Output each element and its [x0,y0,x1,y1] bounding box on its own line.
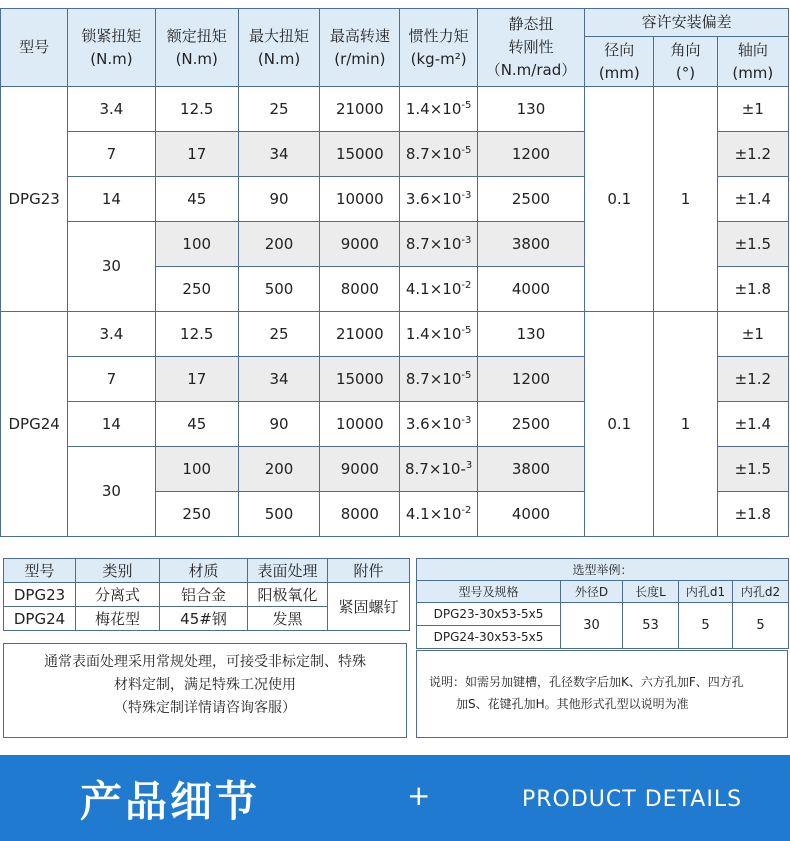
axial-cell: ±1.5 [717,222,788,267]
stiffness-cell: 2500 [477,177,584,222]
mat-accessory: 紧固螺钉 [328,583,410,631]
axial-cell: ±1 [717,87,788,132]
inertia-exponent: -3 [461,234,472,246]
product-details-banner [0,755,790,841]
max-speed-cell: 9000 [320,222,400,267]
stiffness-cell: 4000 [477,267,584,312]
lock-torque-cell: 7 [68,132,155,177]
inertia-exponent: -3 [461,414,472,426]
max-torque-cell: 34 [238,132,319,177]
max-speed-cell: 8000 [320,492,400,537]
stiffness-cell: 2500 [477,402,584,447]
rated-torque-cell: 17 [155,357,238,402]
axial-cell: ±1.5 [717,447,788,492]
mat-cell: 分离式 [76,583,160,607]
lock-torque-cell: 14 [68,402,155,447]
sel-value: 30 [561,603,623,649]
max-torque-cell: 90 [238,177,319,222]
mat-header-accessory: 附件 [328,559,410,583]
inertia-cell [400,222,477,267]
mat-cell: DPG23 [4,583,76,607]
spec-table [0,8,789,537]
stiffness-cell: 1200 [477,132,584,177]
max-torque-cell: 25 [238,312,319,357]
mat-header-material: 材质 [160,559,248,583]
max-torque-cell: 200 [238,447,319,492]
stiffness-cell: 4000 [477,492,584,537]
inertia-exponent: -5 [461,144,472,156]
inertia-base: 4.1×10 [405,504,462,523]
inertia-cell [400,492,477,537]
inertia-exponent: -5 [461,324,472,336]
sel-header: 内孔d1 [679,581,733,603]
sel-code: DPG24-30x53-5x5 [417,626,561,649]
mat-cell: 45#钢 [160,607,248,631]
mat-header-category: 类别 [76,559,160,583]
max-speed-cell: 10000 [320,402,400,447]
note-line: 材料定制，满足特殊工况使用 [114,677,296,693]
sel-header: 内孔d2 [733,581,789,603]
inertia-cell [400,447,477,492]
max-speed-cell: 9000 [320,447,400,492]
mat-cell: 阳极氧化 [248,583,328,607]
note-line: 加S、花键孔加H。其他形式孔型以说明为准 [456,697,689,711]
banner-title: 产品细节 [80,777,261,826]
inertia-exponent: 3 [465,459,473,471]
rated-torque-cell: 100 [155,447,238,492]
axial-cell: ±1.2 [717,132,788,177]
rated-torque-cell: 45 [155,177,238,222]
inertia-exponent: -2 [461,279,472,291]
surface-treatment-note [3,643,407,738]
rated-torque-cell: 12.5 [155,87,238,132]
lock-torque-cell: 7 [68,357,155,402]
sel-value: 53 [623,603,679,649]
sel-header: 长度L [623,581,679,603]
mat-header-model: 型号 [4,559,76,583]
selection-title: 选型举例： [417,559,789,581]
model-cell: DPG24 [1,312,68,537]
lock-torque-cell: 3.4 [68,87,155,132]
inertia-exponent: -3 [461,189,472,201]
material-table [3,558,410,631]
inertia-base: 1.4×10 [405,324,462,343]
selection-example-table [416,558,789,649]
header-radial: 径向 (mm) [585,37,654,87]
header-max-torque: 最大扭矩 (N.m) [238,9,319,87]
axial-cell: ±1.4 [717,177,788,222]
inertia-cell [400,132,477,177]
header-tolerance-group: 容许安装偏差 [585,9,789,37]
header-rated-torque: 额定扭矩 (N.m) [155,9,238,87]
inertia-cell [400,357,477,402]
inertia-cell [400,402,477,447]
rated-torque-cell: 250 [155,267,238,312]
inertia-cell [400,87,477,132]
sel-header: 外径D [561,581,623,603]
rated-torque-cell: 250 [155,492,238,537]
max-torque-cell: 500 [238,267,319,312]
max-speed-cell: 21000 [320,87,400,132]
inertia-exponent: -2 [461,504,472,516]
banner-subtitle: PRODUCT DETAILS [522,787,743,812]
max-speed-cell: 15000 [320,357,400,402]
table-row [1,87,789,132]
max-torque-cell: 90 [238,402,319,447]
max-speed-cell: 10000 [320,177,400,222]
note-line: 通常表面处理采用常规处理，可接受非标定制、特殊 [44,654,366,670]
stiffness-cell: 1200 [477,357,584,402]
hole-type-note [416,650,788,738]
inertia-exponent: -5 [461,369,472,381]
header-max-speed: 最高转速 (r/min) [320,9,400,87]
axial-cell: ±1.8 [717,492,788,537]
radial-cell: 0.1 [585,87,654,312]
stiffness-cell: 3800 [477,447,584,492]
inertia-base: 8.7×10 [405,369,462,388]
table-row [1,312,789,357]
inertia-cell [400,312,477,357]
max-torque-cell: 25 [238,87,319,132]
rated-torque-cell: 17 [155,132,238,177]
inertia-base: 3.6×10 [405,189,462,208]
max-speed-cell: 21000 [320,312,400,357]
header-stiffness: 静态扭 转刚性 （N.m/rad） [477,9,584,87]
lock-torque-cell: 30 [68,222,155,312]
max-torque-cell: 500 [238,492,319,537]
lock-torque-cell: 30 [68,447,155,537]
rated-torque-cell: 12.5 [155,312,238,357]
inertia-base: 1.4×10 [405,99,462,118]
sel-code: DPG23-30x53-5x5 [417,603,561,626]
rated-torque-cell: 100 [155,222,238,267]
angular-cell: 1 [654,87,717,312]
inertia-cell [400,267,477,312]
stiffness-cell: 3800 [477,222,584,267]
mat-cell: 发黑 [248,607,328,631]
inertia-base: 8.7×10- [404,459,466,478]
sel-header: 型号及规格 [417,581,561,603]
inertia-base: 8.7×10 [405,234,462,253]
axial-cell: ±1.4 [717,402,788,447]
lock-torque-cell: 3.4 [68,312,155,357]
model-cell: DPG23 [1,87,68,312]
inertia-cell [400,177,477,222]
axial-cell: ±1.8 [717,267,788,312]
header-inertia: 惯性力矩 (kg-m²) [400,9,477,87]
sel-value: 5 [733,603,789,649]
max-speed-cell: 8000 [320,267,400,312]
rated-torque-cell: 45 [155,402,238,447]
note-line: （特殊定制详情请咨询客服） [114,700,296,716]
mat-cell: 铝合金 [160,583,248,607]
mat-cell: DPG24 [4,607,76,631]
header-angular: 角向 (°) [654,37,717,87]
axial-cell: ±1.2 [717,357,788,402]
max-speed-cell: 15000 [320,132,400,177]
plus-icon: + [407,779,431,812]
mat-header-finish: 表面处理 [248,559,328,583]
inertia-base: 3.6×10 [405,414,462,433]
axial-cell: ±1 [717,312,788,357]
mat-cell: 梅花型 [76,607,160,631]
header-lock-torque: 锁紧扭矩 (N.m) [68,9,155,87]
radial-cell: 0.1 [585,312,654,537]
lock-torque-cell: 14 [68,177,155,222]
inertia-exponent: -5 [461,99,472,111]
header-axial: 轴向 (mm) [717,37,788,87]
sel-value: 5 [679,603,733,649]
angular-cell: 1 [654,312,717,537]
max-torque-cell: 34 [238,357,319,402]
note-line: 说明：如需另加键槽，孔径数字后加K、六方孔加F、四方孔 [429,675,744,689]
header-model: 型号 [1,9,68,87]
stiffness-cell: 130 [477,87,584,132]
stiffness-cell: 130 [477,312,584,357]
inertia-base: 4.1×10 [405,279,462,298]
max-torque-cell: 200 [238,222,319,267]
inertia-base: 8.7×10 [405,144,462,163]
